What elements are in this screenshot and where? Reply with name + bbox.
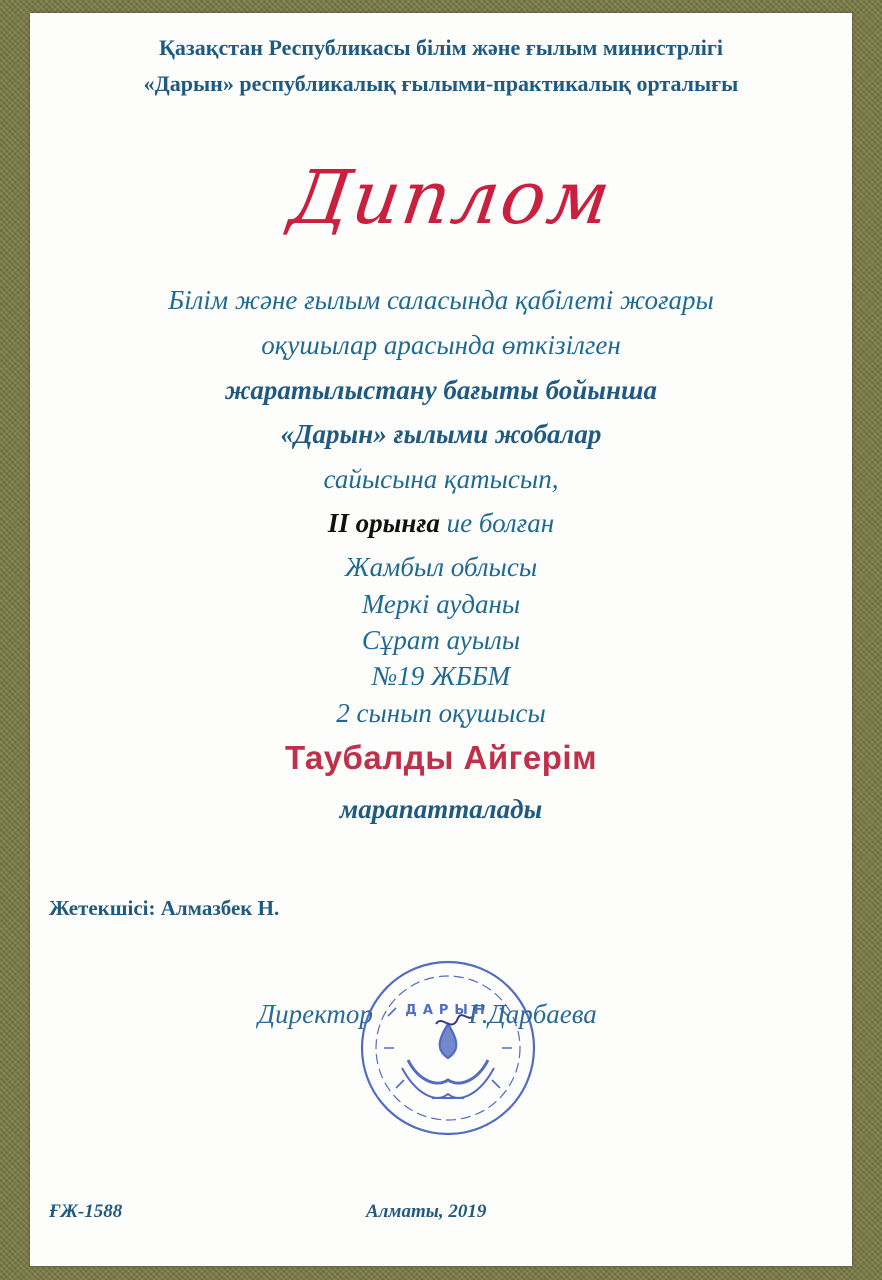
diploma-title: Диплом [284, 155, 618, 241]
student-name: Таубалды Айгерім [285, 739, 597, 776]
body-line-1: Білім және ғылым саласында қабілеті жоғары [168, 285, 714, 315]
stamp-letters: ДАРЫН [405, 1003, 491, 1018]
body-line-direction: жаратылыстану бағыты бойынша [225, 375, 657, 405]
place-line [30, 508, 852, 539]
city-year: Алматы, 2019 [366, 1201, 487, 1222]
dar-yn-stamp [348, 948, 548, 1148]
director-name: Г.Дарбаева [468, 999, 597, 1029]
header-ministry: Қазақстан Республикасы білім және ғылым министрлігі [158, 35, 724, 60]
diploma-number: ҒЖ-1588 [49, 1201, 123, 1222]
diploma-sheet [30, 13, 852, 1266]
body-line-participated: сайысына қатысып, [323, 464, 559, 494]
supervisor-line: Жетекшісі: Алмазбек Н. [49, 896, 280, 920]
region-line: Жамбыл облысы [344, 552, 538, 582]
school-line: №19 ЖББМ [371, 661, 511, 691]
place-value: II орынға [327, 508, 440, 538]
director-label: Директор [258, 999, 373, 1029]
director-line [258, 999, 597, 1030]
grade-line: 2 сынып оқушысы [336, 698, 546, 728]
body-line-2: оқушылар арасында өткізілген [261, 330, 621, 360]
header-center: «Дарын» республикалық ғылыми-практикалық орталығы [143, 71, 739, 96]
district-line: Меркі ауданы [361, 589, 521, 619]
place-suffix: ие болған [439, 508, 555, 538]
body-line-competition: «Дарын» ғылыми жобалар [280, 419, 602, 449]
awarded-line: марапатталады [339, 794, 543, 824]
village-line: Сұрат ауылы [361, 625, 521, 655]
